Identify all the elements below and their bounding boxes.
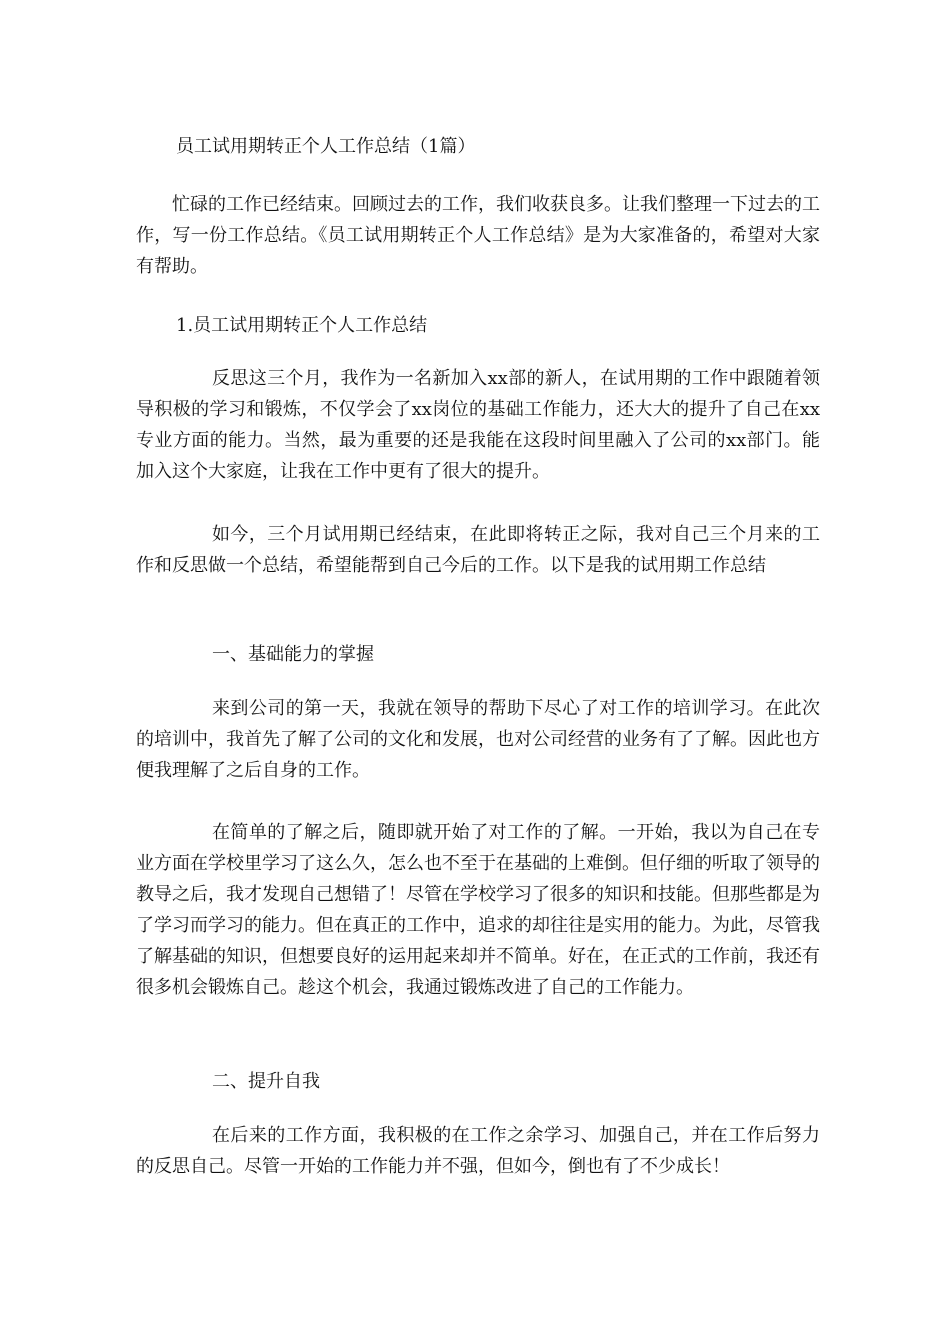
subheading-basic-skills: 一、基础能力的掌握 <box>212 644 374 665</box>
section-title: 1.员工试用期转正个人工作总结 <box>176 315 428 336</box>
intro-paragraph: 忙碌的工作已经结束。回顾过去的工作，我们收获良多。让我们整理一下过去的工作，写一份工作总结。《员工试用期转正个人工作总结》是为大家准备的，希望对大家有帮助。 <box>136 194 820 277</box>
body-paragraph-5: 在后来的工作方面，我积极的在工作之余学习、加强自己，并在工作后努力的反思自己。尽管一开始的工作能力并不强，但如今，倒也有了不少成长！ <box>136 1125 820 1177</box>
document-title: 员工试用期转正个人工作总结（1篇） <box>176 136 476 157</box>
body-paragraph-1: 反思这三个月，我作为一名新加入xx部的新人，在试用期的工作中跟随着领导积极的学习和锻炼，不仅学会了xx岗位的基础工作能力，还大大的提升了自己在xx专业方面的能力。当然，最为重要的还是我能在这段时间里融入了公司的xx部门。能加入这个大家庭，让我在工作中更有了很大的提升。 <box>136 368 820 482</box>
body-paragraph-4: 在简单的了解之后，随即就开始了对工作的了解。一开始，我以为自己在专业方面在学校里学习了这么久，怎么也不至于在基础的上难倒。但仔细的听取了领导的教导之后，我才发现自己想错了！尽管在学校学习了很多的知识和技能。但那些都是为了学习而学习的能力。但在真正的工作中，追求的却往往是实用的能力。为此，尽管我了解基础的知识，但想要良好的运用起来却并不简单。好在，在正式的工作前，我还有很多机会锻炼自己。趁这个机会，我通过锻炼改进了自己的工作能力。 <box>136 822 820 998</box>
body-paragraph-2: 如今，三个月试用期已经结束，在此即将转正之际，我对自己三个月来的工作和反思做一个总结，希望能帮到自己今后的工作。以下是我的试用期工作总结 <box>136 524 820 576</box>
subheading-self-improvement: 二、提升自我 <box>212 1071 320 1092</box>
body-paragraph-3: 来到公司的第一天，我就在领导的帮助下尽心了对工作的培训学习。在此次的培训中，我首先了解了公司的文化和发展，也对公司经营的业务有了了解。因此也方便我理解了之后自身的工作。 <box>136 698 820 781</box>
